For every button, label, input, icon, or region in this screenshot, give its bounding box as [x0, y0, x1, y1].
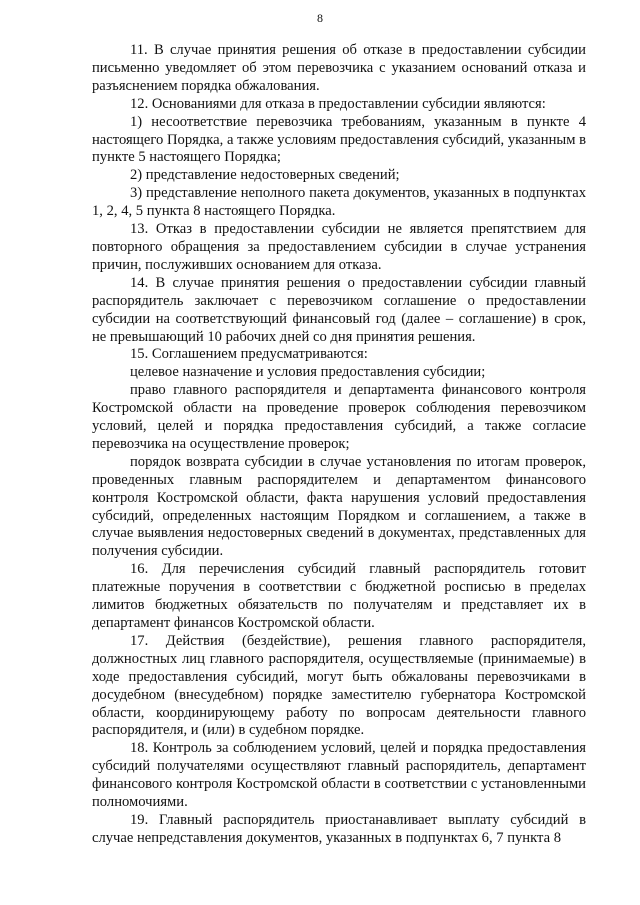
paragraph-15-item-2: право главного распорядителя и департамента финансового контроля Костромской области на проведение проверок соблюдения перевозчиком условий, целей и порядка предоставления субсидий, а также согласие перевозчика на осуществление проверок; [92, 382, 586, 452]
paragraph-12-item-1: 1) несоответствие перевозчика требованиям, указанным в пункте 4 настоящего Порядка, а также условиям предоставления субсидий, указанным в пункте 5 настоящего Порядка; [92, 113, 586, 166]
paragraph-19: 19. Главный распорядитель приостанавливает выплату субсидий в случае непредставления документов, указанных в подпунктах 6, 7 пункта 8 [92, 811, 586, 846]
paragraph-12: 12. Основаниями для отказа в предоставлении субсидии являются: [130, 95, 546, 112]
paragraph-15-item-1: целевое назначение и условия предоставления субсидии; [130, 364, 486, 381]
document-body [92, 42, 586, 848]
paragraph-16: 16. Для перечисления субсидий главный распорядитель готовит платежные поручения в соответствии с бюджетной росписью в пределах лимитов бюджетных обязательств по получателям и представляет их в департамент финансов Костромской области. [92, 561, 586, 631]
paragraph-12-item-2: 2) представление недостоверных сведений; [130, 167, 400, 184]
page-number: 8 [317, 11, 323, 25]
paragraph-11: 11. В случае принятия решения об отказе в предоставлении субсидии письменно уведомляет об этом перевозчика с указанием оснований отказа и разъяснением порядка обжалования. [92, 42, 586, 94]
paragraph-14: 14. В случае принятия решения о предоставлении субсидии главный распорядитель заключает с перевозчиком соглашение о предоставлении субсидии на соответствующий финансовый год (далее – соглашение) в срок, не превышающий 10 рабочих дней со дня принятия решения. [92, 274, 586, 345]
paragraph-15-item-3: порядок возврата субсидии в случае установления по итогам проверок, проведенных главным распорядителем и департаментом финансового контроля Костромской области, факта нарушения условий предоставления субсидий, определенных настоящим Порядком и соглашением, а также в случае выявления недостоверных сведений в документах, представленных для получения субсидии. [92, 453, 586, 560]
paragraph-12-item-3: 3) представление неполного пакета документов, указанных в подпунктах 1, 2, 4, 5 пункта 8 настоящего Порядка. [92, 185, 586, 220]
paragraph-17: 17. Действия (бездействие), решения главного распорядителя, должностных лиц главного распорядителя, осуществляемые (принимаемые) в ходе предоставления субсидий, могут быть обжалованы перевозчиками в досудебном (внесудебном) порядке заместителю губернатора Костромской области, координирующему работу по вопросам деятельности главного распорядителя, и (или) в судебном порядке. [92, 632, 586, 739]
paragraph-15: 15. Соглашением предусматриваются: [130, 346, 368, 363]
paragraph-18: 18. Контроль за соблюдением условий, целей и порядка предоставления субсидий получателями осуществляют главный распорядитель, департамент финансового контроля Костромской области в соответствии с установленными полномочиями. [92, 740, 586, 811]
paragraph-13: 13. Отказ в предоставлении субсидии не является препятствием для повторного обращения за предоставлением субсидии в случае устранения причин, послуживших основанием для отказа. [92, 221, 586, 273]
